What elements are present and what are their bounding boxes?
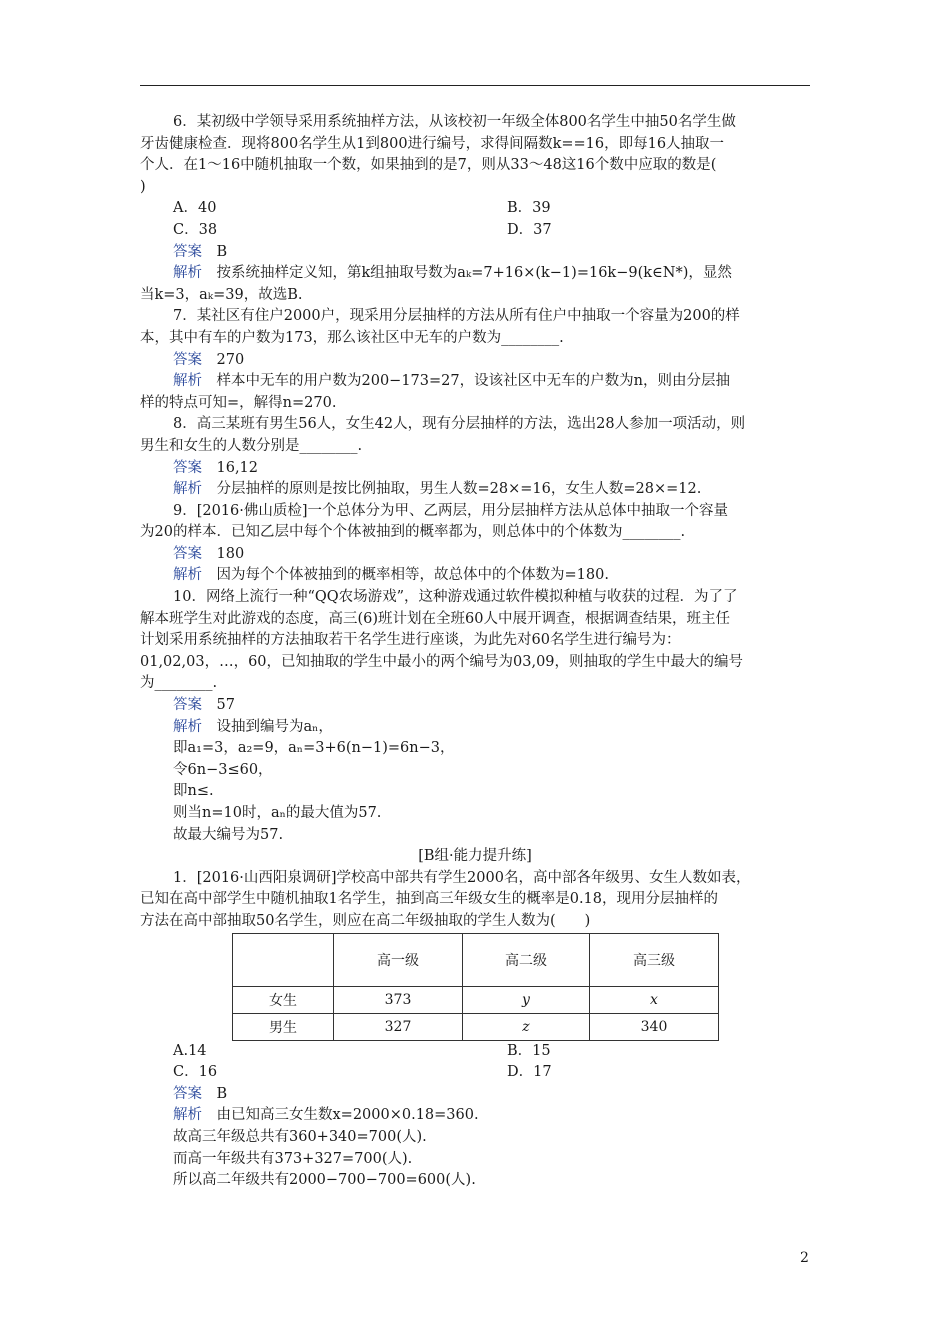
b1-line-1: 1．[2016·山西阳泉调研]学校高中部共有学生2000名，高中部各年级男、女生人数如表，	[173, 869, 751, 886]
section-b-heading: [B组·能力提升练]	[418, 848, 532, 865]
q6-option-a: A．40	[173, 200, 217, 217]
q8-analysis	[140, 479, 810, 501]
page-content	[140, 112, 810, 1192]
q9-answer	[140, 544, 810, 566]
analysis-label: 解析	[173, 1107, 202, 1124]
q6-line-2: 牙齿健康检查．现将800名学生从1到800进行编号，求得间隔数k==16，即每16人抽取一	[140, 135, 725, 152]
answer-label: 答案	[173, 351, 202, 368]
b1-analysis-text: 由已知高三女生数x=2000×0.18=360.	[216, 1107, 479, 1124]
q7-answer-value: 270	[216, 351, 245, 368]
table-cell: 340	[590, 1013, 719, 1040]
header-rule	[140, 85, 810, 86]
analysis-label: 解析	[173, 718, 202, 735]
q7-answer	[140, 350, 810, 372]
q6-analysis-line-2: 当k=3，aₖ=39，故选B.	[140, 286, 303, 303]
q10-answer	[140, 695, 810, 717]
table-header-cell	[233, 933, 334, 986]
q6-option-c: C．38	[173, 221, 218, 238]
q6-options-row-2	[140, 220, 810, 242]
q10-analysis-line-5: 则当n=10时，aₙ的最大值为57.	[173, 805, 382, 821]
table-row	[233, 986, 719, 1013]
q9-answer-value: 180	[216, 545, 245, 562]
student-count-table	[232, 933, 719, 1041]
q8-line-2: 男生和女生的人数分别是________.	[140, 437, 363, 454]
q10-analysis-line-6: 故最大编号为57.	[173, 826, 284, 843]
b1-answer	[140, 1084, 810, 1106]
q7-line-2: 本，其中有车的户数为173，那么该社区中无车的户数为________.	[140, 329, 564, 346]
b1-line-2: 已知在高中部学生中随机抽取1名学生，抽到高三年级女生的概率是0.18，现用分层抽样的	[140, 891, 719, 908]
q10-line-4: 01,02,03，…，60，已知抽取的学生中最小的两个编号为03,09，则抽取的学生中最大的编号	[140, 653, 744, 670]
b1-analysis	[140, 1105, 810, 1127]
table-row	[233, 1013, 719, 1040]
table-header-cell: 高三级	[590, 933, 719, 986]
table-cell: 男生	[233, 1013, 334, 1040]
q6-option-b: B．39	[507, 200, 551, 217]
table-header-cell: 高一级	[334, 933, 463, 986]
table-header-cell: 高二级	[463, 933, 590, 986]
q7-analysis-text: 样本中无车的用户数为200−173=27，设该社区中无车的户数为n，则由分层抽	[216, 373, 730, 390]
b1-answer-value: B	[216, 1085, 228, 1102]
q10-analysis-text: 设抽到编号为aₙ，	[216, 718, 333, 735]
b1-analysis-line-4: 所以高二年级共有2000−700−700=600(人).	[173, 1172, 476, 1189]
q7-analysis	[140, 371, 810, 393]
q6-analysis	[140, 263, 810, 285]
q10-analysis	[140, 717, 810, 739]
q7-line-1: 7．某社区有住户2000户，现采用分层抽样的方法从所有住户中抽取一个容量为200的样	[173, 308, 740, 325]
q6-options-row-1	[140, 198, 810, 220]
q10-line-3: 计划采用系统抽样的方法抽取若干名学生进行座谈，为此先对60名学生进行编号为：	[140, 632, 681, 649]
b1-analysis-line-3: 而高一年级共有373+327=700(人).	[173, 1150, 413, 1167]
q10-line-5: 为________.	[140, 675, 218, 692]
answer-label: 答案	[173, 697, 202, 714]
q10-answer-value: 57	[216, 697, 235, 714]
b1-option-a: A.14	[173, 1042, 207, 1059]
q10-analysis-line-2: 即a₁=3，a₂=9，aₙ=3+6(n−1)=6n−3，	[173, 740, 455, 757]
q6-analysis-text: 按系统抽样定义知，第k组抽取号数为aₖ=7+16×(k−1)=16k−9(k∈N*)，显然	[216, 265, 732, 282]
q6-line-1: 6．某初级中学领导采用系统抽样方法，从该校初一年级全体800名学生中抽50名学生做	[173, 114, 736, 130]
table-cell: z	[463, 1013, 590, 1040]
answer-label: 答案	[173, 243, 202, 260]
answer-label: 答案	[173, 1085, 202, 1102]
q9-line-2: 为20的样本．已知乙层中每个个体被抽到的概率都为，则总体中的个体数为________.	[140, 524, 686, 541]
b1-option-c: C．16	[173, 1064, 218, 1081]
q6-line-3: 个人．在1～16中随机抽取一个数，如果抽到的是7，则从33～48这16个数中应取的数是(	[140, 157, 717, 174]
q8-analysis-text: 分层抽样的原则是按比例抽取，男生人数=28×=16，女生人数=28×=12.	[216, 481, 702, 498]
table-cell: 女生	[233, 986, 334, 1013]
b1-line-3: 方法在高中部抽取50名学生，则应在高二年级抽取的学生人数为( )	[140, 912, 591, 929]
analysis-label: 解析	[173, 567, 202, 584]
b1-option-b: B．15	[507, 1042, 551, 1059]
table-cell: 327	[334, 1013, 463, 1040]
b1-options-row-2	[140, 1062, 810, 1084]
table-cell: x	[590, 986, 719, 1013]
table-header-row	[233, 933, 719, 986]
b1-options-row-1	[140, 1041, 810, 1063]
q10-line-1: 10．网络上流行一种“QQ农场游戏”，这种游戏通过软件模拟种植与收获的过程．为了了	[173, 589, 738, 606]
q10-analysis-line-3: 令6n−3≤60，	[173, 761, 273, 778]
q6-option-d: D．37	[507, 221, 552, 238]
b1-option-d: D．17	[507, 1064, 552, 1081]
table-cell: y	[463, 986, 590, 1013]
q6-answer-value: B	[216, 243, 228, 260]
analysis-label: 解析	[173, 481, 202, 498]
q9-analysis	[140, 565, 810, 587]
q6-answer	[140, 242, 810, 264]
q9-line-1: 9．[2016·佛山质检]一个总体分为甲、乙两层，用分层抽样方法从总体中抽取一个容量	[173, 502, 729, 519]
answer-label: 答案	[173, 459, 202, 476]
q8-line-1: 8．高三某班有男生56人，女生42人，现有分层抽样的方法，选出28人参加一项活动，则	[173, 416, 746, 433]
q8-answer	[140, 458, 810, 480]
q10-line-2: 解本班学生对此游戏的态度，高三(6)班计划在全班60人中展开调查，根据调查结果，班主任	[140, 610, 730, 627]
q7-analysis-line-2: 样的特点可知=，解得n=270.	[140, 394, 337, 411]
page-number: 2	[800, 1250, 809, 1266]
table-cell: 373	[334, 986, 463, 1013]
q6-line-4: )	[140, 178, 146, 195]
q9-analysis-text: 因为每个个体被抽到的概率相等，故总体中的个体数为=180.	[216, 567, 609, 584]
analysis-label: 解析	[173, 265, 202, 282]
answer-label: 答案	[173, 545, 202, 562]
analysis-label: 解析	[173, 373, 202, 390]
q8-answer-value: 16,12	[216, 459, 259, 476]
q10-analysis-line-4: 即n≤.	[173, 783, 214, 800]
b1-analysis-line-2: 故高三年级总共有360+340=700(人).	[173, 1128, 427, 1145]
